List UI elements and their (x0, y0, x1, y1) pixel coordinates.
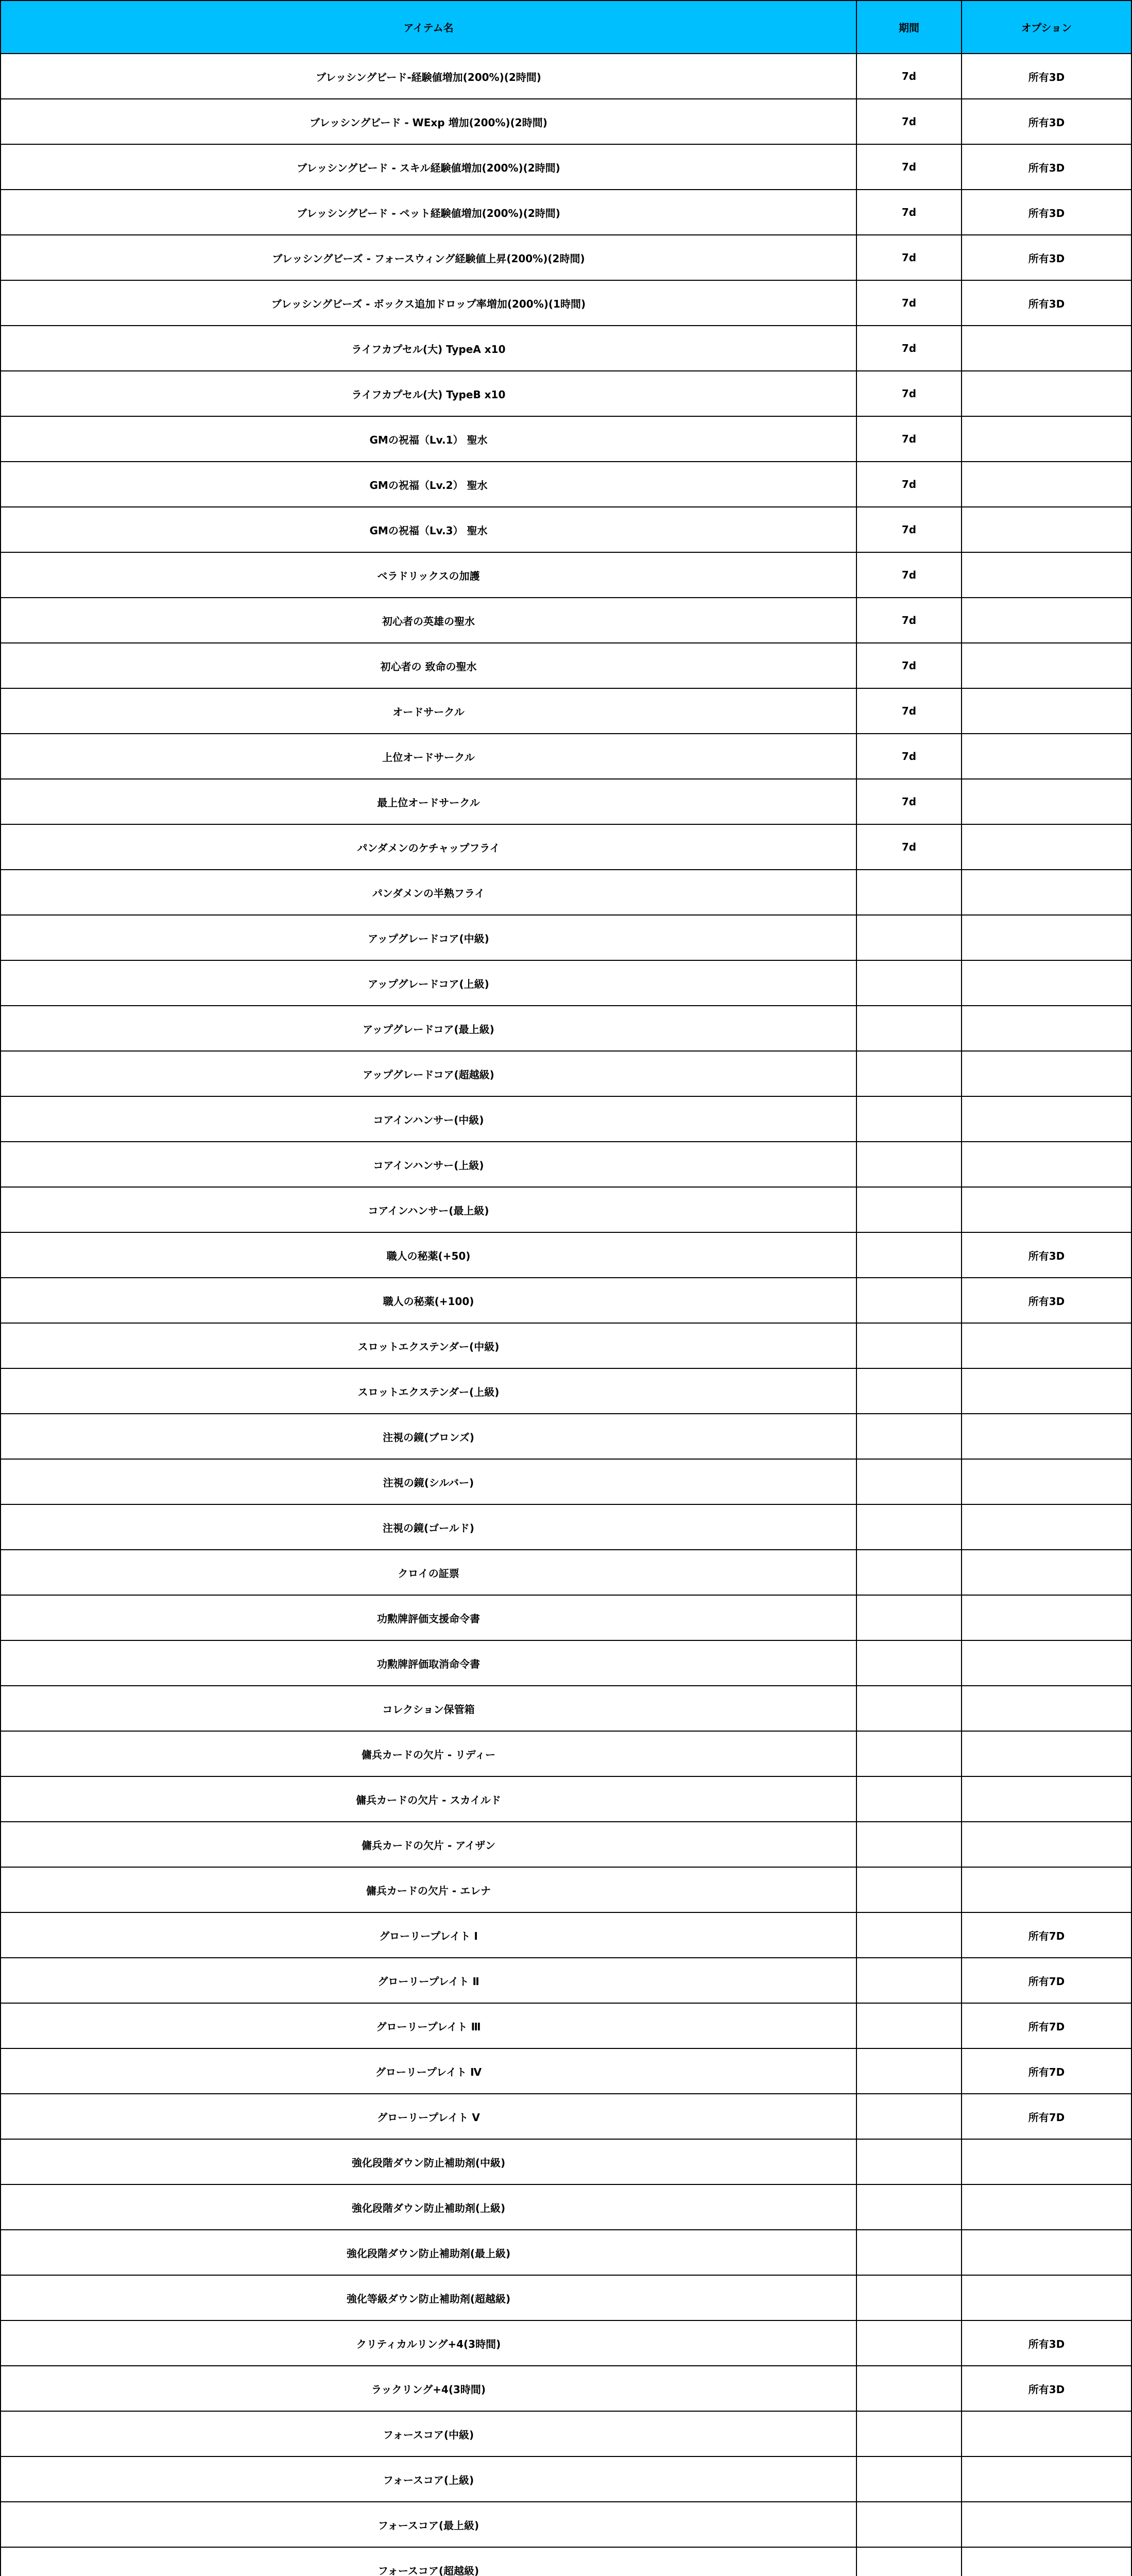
period-cell (856, 1278, 962, 1323)
period-cell (856, 1731, 962, 1776)
period-cell (856, 1550, 962, 1595)
header-option: オプション (962, 1, 1131, 54)
period-cell (856, 2048, 962, 2094)
item-name-cell: グローリープレイト Ⅲ (1, 2003, 856, 2048)
option-cell (962, 1414, 1131, 1459)
period-cell: 7d (856, 643, 962, 688)
period-cell (856, 1595, 962, 1640)
period-cell: 7d (856, 144, 962, 190)
option-cell: 所有7D (962, 2003, 1131, 2048)
option-cell (962, 1096, 1131, 1142)
option-cell (962, 1867, 1131, 1912)
period-cell: 7d (856, 371, 962, 416)
period-cell (856, 1867, 962, 1912)
option-cell: 所有7D (962, 2094, 1131, 2139)
item-name-cell: ラックリング+4(3時間) (1, 2366, 856, 2411)
item-name-cell: 注視の鏡(ゴールド) (1, 1504, 856, 1550)
item-name-cell: 功勲牌評価支援命令書 (1, 1595, 856, 1640)
period-cell (856, 2502, 962, 2547)
option-cell: 所有3D (962, 1232, 1131, 1278)
period-cell (856, 960, 962, 1006)
item-name-cell: 功勲牌評価取消命令書 (1, 1640, 856, 1686)
table-row (1, 1686, 1131, 1731)
item-name-cell: パンダメンの半熟フライ (1, 870, 856, 915)
header-row (1, 1, 1131, 54)
period-cell (856, 1051, 962, 1096)
item-name-cell: ブレッシングビーズ - ボックス追加ドロップ率増加(200%)(1時間) (1, 280, 856, 326)
item-name-cell: 初心者の英雄の聖水 (1, 598, 856, 643)
period-cell (856, 2411, 962, 2456)
period-cell (856, 1096, 962, 1142)
period-cell (856, 2003, 962, 2048)
option-cell: 所有7D (962, 1912, 1131, 1958)
period-cell (856, 2275, 962, 2320)
period-cell (856, 1504, 962, 1550)
table-row (1, 1414, 1131, 1459)
table-row (1, 2366, 1131, 2411)
period-cell: 7d (856, 99, 962, 144)
item-name-cell: アップグレードコア(上級) (1, 960, 856, 1006)
table-row (1, 462, 1131, 507)
table-row (1, 1776, 1131, 1822)
period-cell: 7d (856, 688, 962, 734)
period-cell: 7d (856, 235, 962, 280)
item-name-cell: 注視の鏡(ブロンズ) (1, 1414, 856, 1459)
item-name-cell: 傭兵カードの欠片 - リディー (1, 1731, 856, 1776)
table-row (1, 915, 1131, 960)
option-cell (962, 2411, 1131, 2456)
item-name-cell: スロットエクステンダー(上級) (1, 1368, 856, 1414)
table-row (1, 1323, 1131, 1368)
period-cell: 7d (856, 734, 962, 779)
item-name-cell: 強化段階ダウン防止補助剤(中級) (1, 2139, 856, 2184)
table-row (1, 144, 1131, 190)
table-row (1, 2048, 1131, 2094)
table-row (1, 326, 1131, 371)
table-row (1, 552, 1131, 598)
table-row (1, 1822, 1131, 1867)
item-name-cell: ブレッシングビード - WExp 増加(200%)(2時間) (1, 99, 856, 144)
item-name-cell: ブレッシングビード-経験値増加(200%)(2時間) (1, 54, 856, 99)
table-row (1, 1504, 1131, 1550)
period-cell: 7d (856, 190, 962, 235)
item-name-cell: 強化等級ダウン防止補助剤(超越級) (1, 2275, 856, 2320)
option-cell: 所有3D (962, 54, 1131, 99)
period-cell (856, 870, 962, 915)
item-name-cell: GMの祝福（Lv.3） 聖水 (1, 507, 856, 552)
table-row (1, 416, 1131, 462)
period-cell: 7d (856, 598, 962, 643)
item-name-cell: 注視の鏡(シルバー) (1, 1459, 856, 1504)
period-cell (856, 1006, 962, 1051)
option-cell (962, 326, 1131, 371)
option-cell (962, 870, 1131, 915)
item-name-cell: アップグレードコア(中級) (1, 915, 856, 960)
table-row (1, 1912, 1131, 1958)
period-cell (856, 2230, 962, 2275)
item-name-cell: 強化段階ダウン防止補助剤(最上級) (1, 2230, 856, 2275)
option-cell (962, 1550, 1131, 1595)
item-name-cell: 初心者の 致命の聖水 (1, 643, 856, 688)
table-row (1, 1096, 1131, 1142)
period-cell (856, 1368, 962, 1414)
table-row (1, 1958, 1131, 2003)
item-name-cell: コアインハンサー(中級) (1, 1096, 856, 1142)
option-cell (962, 1731, 1131, 1776)
period-cell (856, 1323, 962, 1368)
option-cell (962, 960, 1131, 1006)
table-row (1, 2184, 1131, 2230)
item-name-cell: クロイの証票 (1, 1550, 856, 1595)
table-row (1, 1550, 1131, 1595)
item-name-cell: 傭兵カードの欠片 - エレナ (1, 1867, 856, 1912)
item-name-cell: ブレッシングビード - ペット経験値増加(200%)(2時間) (1, 190, 856, 235)
option-cell (962, 1595, 1131, 1640)
item-name-cell: 最上位オードサークル (1, 779, 856, 824)
table-row (1, 2411, 1131, 2456)
table-row (1, 734, 1131, 779)
period-cell: 7d (856, 779, 962, 824)
period-cell (856, 2139, 962, 2184)
option-cell (962, 1187, 1131, 1232)
option-cell (962, 824, 1131, 870)
period-cell (856, 1776, 962, 1822)
item-name-cell: グローリープレイト Ⅴ (1, 2094, 856, 2139)
table-row (1, 1595, 1131, 1640)
item-name-cell: オードサークル (1, 688, 856, 734)
period-cell (856, 1912, 962, 1958)
option-cell: 所有7D (962, 1958, 1131, 2003)
item-name-cell: ライフカプセル(大) TypeB x10 (1, 371, 856, 416)
option-cell (962, 2275, 1131, 2320)
period-cell: 7d (856, 462, 962, 507)
option-cell (962, 1504, 1131, 1550)
table-row (1, 371, 1131, 416)
option-cell (962, 2184, 1131, 2230)
option-cell (962, 2139, 1131, 2184)
option-cell (962, 915, 1131, 960)
item-name-cell: アップグレードコア(超越級) (1, 1051, 856, 1096)
option-cell (962, 1822, 1131, 1867)
item-name-cell: クリティカルリング+4(3時間) (1, 2320, 856, 2366)
period-cell: 7d (856, 824, 962, 870)
item-name-cell: GMの祝福（Lv.1） 聖水 (1, 416, 856, 462)
item-name-cell: 強化段階ダウン防止補助剤(上級) (1, 2184, 856, 2230)
option-cell: 所有7D (962, 2048, 1131, 2094)
item-name-cell: ライフカプセル(大) TypeA x10 (1, 326, 856, 371)
table-row (1, 1187, 1131, 1232)
table-row (1, 2320, 1131, 2366)
table-row (1, 2094, 1131, 2139)
table-row (1, 960, 1131, 1006)
table-row (1, 1232, 1131, 1278)
table-row (1, 99, 1131, 144)
item-name-cell: 傭兵カードの欠片 - スカイルド (1, 1776, 856, 1822)
table-row (1, 2547, 1131, 2576)
item-name-cell: パンダメンのケチャップフライ (1, 824, 856, 870)
option-cell: 所有3D (962, 235, 1131, 280)
period-cell (856, 1414, 962, 1459)
item-name-cell: ブレッシングビード - スキル経験値増加(200%)(2時間) (1, 144, 856, 190)
table-row (1, 235, 1131, 280)
period-cell (856, 1640, 962, 1686)
option-cell (962, 1686, 1131, 1731)
option-cell (962, 1776, 1131, 1822)
item-name-cell: 職人の秘薬(+100) (1, 1278, 856, 1323)
option-cell (962, 416, 1131, 462)
table-row (1, 2502, 1131, 2547)
option-cell: 所有3D (962, 2366, 1131, 2411)
option-cell: 所有3D (962, 280, 1131, 326)
option-cell (962, 1323, 1131, 1368)
table-row (1, 598, 1131, 643)
table-row (1, 1051, 1131, 1096)
period-cell (856, 1459, 962, 1504)
table-row (1, 779, 1131, 824)
item-name-cell: アップグレードコア(最上級) (1, 1006, 856, 1051)
table-row (1, 2003, 1131, 2048)
item-name-cell: ブレッシングビーズ - フォースウィング経験値上昇(200%)(2時間) (1, 235, 856, 280)
item-name-cell: ベラドリックスの加護 (1, 552, 856, 598)
option-cell (962, 507, 1131, 552)
period-cell (856, 2456, 962, 2502)
option-cell (962, 371, 1131, 416)
item-name-cell: GMの祝福（Lv.2） 聖水 (1, 462, 856, 507)
item-name-cell: グローリープレイト Ⅳ (1, 2048, 856, 2094)
table-row (1, 824, 1131, 870)
table-row (1, 280, 1131, 326)
item-name-cell: フォースコア(上級) (1, 2456, 856, 2502)
period-cell (856, 915, 962, 960)
table-row (1, 1640, 1131, 1686)
period-cell (856, 2094, 962, 2139)
header-period: 期間 (856, 1, 962, 54)
period-cell: 7d (856, 280, 962, 326)
option-cell: 所有3D (962, 2320, 1131, 2366)
option-cell: 所有3D (962, 190, 1131, 235)
item-name-cell: スロットエクステンダー(中級) (1, 1323, 856, 1368)
period-cell: 7d (856, 552, 962, 598)
option-cell (962, 2456, 1131, 2502)
period-cell: 7d (856, 326, 962, 371)
period-cell: 7d (856, 416, 962, 462)
option-cell (962, 688, 1131, 734)
option-cell (962, 1640, 1131, 1686)
option-cell (962, 2230, 1131, 2275)
option-cell (962, 598, 1131, 643)
table-row (1, 507, 1131, 552)
option-cell: 所有3D (962, 144, 1131, 190)
option-cell (962, 1142, 1131, 1187)
period-cell (856, 1822, 962, 1867)
option-cell: 所有3D (962, 1278, 1131, 1323)
table-row (1, 1142, 1131, 1187)
option-cell (962, 2502, 1131, 2547)
option-cell (962, 1006, 1131, 1051)
item-name-cell: コレクション保管箱 (1, 1686, 856, 1731)
period-cell (856, 2547, 962, 2576)
period-cell (856, 1142, 962, 1187)
period-cell: 7d (856, 507, 962, 552)
period-cell (856, 2184, 962, 2230)
period-cell (856, 2366, 962, 2411)
option-cell (962, 552, 1131, 598)
table-row (1, 2230, 1131, 2275)
period-cell (856, 1686, 962, 1731)
table-row (1, 1278, 1131, 1323)
option-cell (962, 462, 1131, 507)
item-name-cell: 傭兵カードの欠片 - アイザン (1, 1822, 856, 1867)
option-cell (962, 643, 1131, 688)
period-cell (856, 1232, 962, 1278)
option-cell (962, 1459, 1131, 1504)
period-cell (856, 1187, 962, 1232)
table-row (1, 1368, 1131, 1414)
option-cell (962, 734, 1131, 779)
option-cell (962, 1051, 1131, 1096)
table-row (1, 1459, 1131, 1504)
table-row (1, 643, 1131, 688)
table-row (1, 1006, 1131, 1051)
table-body (1, 54, 1131, 2576)
item-name-cell: グローリープレイト Ⅱ (1, 1958, 856, 2003)
header-item-name: アイテム名 (1, 1, 856, 54)
option-cell (962, 779, 1131, 824)
table-row (1, 1731, 1131, 1776)
item-name-cell: 職人の秘薬(+50) (1, 1232, 856, 1278)
item-name-cell: 上位オードサークル (1, 734, 856, 779)
period-cell: 7d (856, 54, 962, 99)
option-cell: 所有3D (962, 99, 1131, 144)
option-cell (962, 1368, 1131, 1414)
table-row (1, 2275, 1131, 2320)
item-name-cell: コアインハンサー(最上級) (1, 1187, 856, 1232)
table-row (1, 2139, 1131, 2184)
item-name-cell: フォースコア(超越級) (1, 2547, 856, 2576)
table-row (1, 2456, 1131, 2502)
item-name-cell: コアインハンサー(上級) (1, 1142, 856, 1187)
period-cell (856, 1958, 962, 2003)
option-cell (962, 2547, 1131, 2576)
table-row (1, 1867, 1131, 1912)
item-name-cell: フォースコア(中級) (1, 2411, 856, 2456)
item-name-cell: フォースコア(最上級) (1, 2502, 856, 2547)
table-row (1, 54, 1131, 99)
table-row (1, 190, 1131, 235)
item-name-cell: グローリープレイト Ⅰ (1, 1912, 856, 1958)
period-cell (856, 2320, 962, 2366)
table-row (1, 870, 1131, 915)
table-row (1, 688, 1131, 734)
